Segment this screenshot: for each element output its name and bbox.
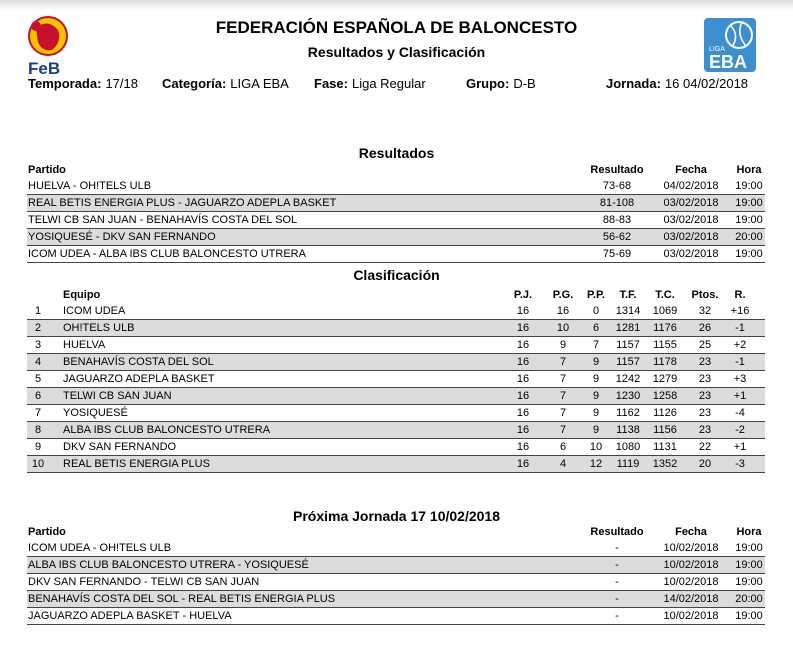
stat-ptos: 20 — [698, 458, 712, 470]
away-team: TELWI CB SAN JUAN — [150, 576, 260, 588]
top-shadow — [0, 0, 793, 10]
position: 6 — [34, 390, 42, 402]
match-result: - — [615, 593, 619, 605]
meta-categoria: Categoría: LIGA EBA — [162, 76, 289, 91]
stat-pj: 16 — [516, 390, 530, 402]
col-hora: Hora — [736, 164, 762, 176]
stat-tc: 1155 — [653, 339, 677, 351]
standing-row — [27, 371, 765, 388]
resultados-title: Resultados — [358, 145, 435, 161]
stat-ptos: 23 — [698, 390, 712, 402]
stat-pj: 16 — [516, 356, 530, 368]
match-row — [27, 246, 765, 263]
match-time: 19:00 — [735, 180, 763, 192]
match-teams: ALBA IBS CLUB BALONCESTO UTRERA - YOSIQUESÉ — [28, 559, 309, 571]
position: 2 — [34, 322, 42, 334]
stat-tf: 1080 — [615, 441, 641, 453]
match-result: 73-68 — [602, 180, 632, 192]
match-date: 03/02/2018 — [663, 214, 719, 226]
stat-pg: 10 — [556, 322, 570, 334]
stat-pj: 16 — [516, 373, 530, 385]
stat-tc: 1069 — [652, 305, 678, 317]
stat-tf: 1281 — [615, 322, 641, 334]
match-row — [27, 557, 765, 574]
stat-pg: 9 — [559, 339, 567, 351]
meta-temporada: Temporada: 17/18 — [28, 76, 138, 91]
match-date: 03/02/2018 — [663, 231, 719, 243]
meta-jornada: Jornada: 16 04/02/2018 — [606, 76, 749, 91]
stat-pp: 9 — [592, 390, 600, 402]
stat-tf: 1242 — [615, 373, 641, 385]
stat-r: -2 — [735, 424, 745, 436]
match-result: - — [615, 610, 619, 622]
stat-pp: 9 — [592, 424, 600, 436]
stat-tc: 1131 — [653, 441, 677, 453]
position: 7 — [34, 407, 42, 419]
match-time: 19:00 — [735, 248, 763, 260]
stat-pp: 10 — [589, 441, 603, 453]
proxima-table — [27, 525, 765, 625]
stat-r: +1 — [733, 441, 747, 453]
stat-ptos: 32 — [698, 305, 712, 317]
team-name: BENAHAVÍS COSTA DEL SOL — [63, 356, 214, 368]
match-teams: DKV SAN FERNANDO - TELWI CB SAN JUAN — [28, 576, 260, 588]
home-team: REAL BETIS ENERGIA PLUS — [28, 197, 175, 209]
stat-pg: 7 — [559, 424, 567, 436]
away-team: HUELVA — [189, 610, 232, 622]
match-teams: REAL BETIS ENERGIA PLUS - JAGUARZO ADEPLA BASKET — [28, 197, 337, 209]
stat-r: -4 — [735, 407, 745, 419]
col-fecha: Fecha — [675, 526, 707, 538]
stat-tc: 1156 — [653, 424, 677, 436]
clasificacion-title: Clasificación — [353, 267, 440, 283]
stat-tc: 1178 — [653, 356, 677, 368]
stat-pj: 16 — [516, 424, 530, 436]
stat-tc: 1126 — [653, 407, 677, 419]
match-teams: ICOM UDEA - OH!TELS ULB — [28, 542, 172, 554]
stat-pg: 6 — [559, 441, 567, 453]
standing-row — [27, 456, 765, 473]
match-result: 81-108 — [599, 197, 635, 209]
standing-row — [27, 354, 765, 371]
col-equipo: Equipo — [63, 289, 101, 301]
stat-pg: 7 — [559, 373, 567, 385]
match-row — [27, 212, 765, 229]
stat-r: +1 — [733, 390, 747, 402]
team-name: DKV SAN FERNANDO — [63, 441, 177, 453]
col-pg: P.G. — [552, 289, 574, 301]
team-name: JAGUARZO ADEPLA BASKET — [63, 373, 215, 385]
team-name: OH!TELS ULB — [63, 322, 135, 334]
team-name: TELWI CB SAN JUAN — [63, 390, 172, 402]
page-subtitle: Resultados y Clasificación — [307, 44, 486, 60]
standing-row — [27, 405, 765, 422]
home-team: DKV SAN FERNANDO — [28, 576, 142, 588]
team-name: YOSIQUESÉ — [63, 407, 128, 419]
standing-row — [27, 388, 765, 405]
stat-tf: 1157 — [616, 339, 640, 351]
stat-pg: 7 — [559, 356, 567, 368]
meta-fase: Fase: Liga Regular — [314, 76, 426, 91]
stat-tf: 1157 — [616, 356, 640, 368]
match-date: 10/02/2018 — [663, 559, 719, 571]
team-name: ICOM UDEA — [63, 305, 126, 317]
match-date: 14/02/2018 — [663, 593, 719, 605]
stat-r: -1 — [735, 356, 745, 368]
eba-logo-text: EBA — [709, 52, 748, 72]
position: 9 — [34, 441, 42, 453]
match-row — [27, 574, 765, 591]
match-row — [27, 229, 765, 246]
stat-tc: 1352 — [652, 458, 678, 470]
stat-pj: 16 — [516, 305, 530, 317]
stat-pg: 16 — [556, 305, 570, 317]
col-resultado: Resultado — [590, 526, 644, 538]
match-result: 56-62 — [602, 231, 632, 243]
col-resultado: Resultado — [590, 164, 644, 176]
stat-pj: 16 — [516, 339, 530, 351]
away-team: YOSIQUESÉ — [244, 559, 309, 571]
stat-ptos: 22 — [698, 441, 712, 453]
stat-pp: 12 — [589, 458, 603, 470]
away-team: OH!TELS ULB — [99, 542, 172, 554]
stat-tf: 1230 — [615, 390, 641, 402]
table-header — [27, 288, 765, 303]
match-teams: TELWI CB SAN JUAN - BENAHAVÍS COSTA DEL SOL — [28, 214, 298, 226]
table-header — [27, 525, 765, 540]
stat-tf: 1138 — [616, 424, 640, 436]
stat-r: +16 — [730, 305, 750, 317]
stat-r: +2 — [733, 339, 747, 351]
stat-pp: 0 — [592, 305, 600, 317]
match-row — [27, 608, 765, 625]
match-date: 03/02/2018 — [663, 197, 719, 209]
col-ptos: Ptos. — [691, 289, 719, 301]
stat-ptos: 23 — [698, 373, 712, 385]
away-team: DKV SAN FERNANDO — [102, 231, 216, 243]
away-team: REAL BETIS ENERGIA PLUS — [188, 593, 336, 605]
stat-pg: 4 — [559, 458, 567, 470]
home-team: TELWI CB SAN JUAN — [28, 214, 137, 226]
match-time: 19:00 — [735, 542, 763, 554]
resultados-table — [27, 163, 765, 263]
match-row — [27, 591, 765, 608]
match-result: - — [615, 576, 619, 588]
away-team: OH!TELS ULB — [79, 180, 152, 192]
stat-pg: 7 — [559, 390, 567, 402]
stat-tf: 1162 — [616, 407, 640, 419]
match-time: 20:00 — [735, 231, 763, 243]
standing-row — [27, 337, 765, 354]
stat-tc: 1258 — [652, 390, 678, 402]
table-header — [27, 163, 765, 178]
match-time: 19:00 — [735, 610, 763, 622]
col-partido: Partido — [28, 164, 66, 176]
match-result: 75-69 — [602, 248, 632, 260]
match-result: 88-83 — [602, 214, 632, 226]
match-date: 10/02/2018 — [663, 610, 719, 622]
stat-tf: 1119 — [616, 458, 640, 470]
match-date: 03/02/2018 — [663, 248, 719, 260]
match-result: - — [615, 542, 619, 554]
match-time: 19:00 — [735, 197, 763, 209]
col-tc: T.C. — [655, 289, 675, 301]
col-pp: P.P. — [587, 289, 605, 301]
position: 8 — [34, 424, 42, 436]
stat-tf: 1314 — [615, 305, 641, 317]
stat-r: -3 — [735, 458, 745, 470]
stat-pp: 9 — [592, 407, 600, 419]
clasificacion-table — [27, 288, 765, 473]
match-time: 19:00 — [735, 576, 763, 588]
stat-r: -1 — [735, 322, 745, 334]
stat-pj: 16 — [516, 458, 530, 470]
match-time: 19:00 — [735, 214, 763, 226]
stat-pj: 16 — [516, 322, 530, 334]
team-name: ALBA IBS CLUB BALONCESTO UTRERA — [63, 424, 271, 436]
standing-row — [27, 320, 765, 337]
standing-row — [27, 303, 765, 320]
col-tf: T.F. — [619, 289, 637, 301]
match-row — [27, 178, 765, 195]
match-teams: HUELVA - OH!TELS ULB — [28, 180, 152, 192]
page-title: FEDERACIÓN ESPAÑOLA DE BALONCESTO — [215, 18, 578, 37]
match-row — [27, 540, 765, 557]
home-team: ICOM UDEA — [28, 248, 90, 260]
away-team: JAGUARZO ADEPLA BASKET — [184, 197, 337, 209]
away-team: ALBA IBS CLUB BALONCESTO UTRERA — [98, 248, 306, 260]
stat-r: +3 — [733, 373, 747, 385]
col-fecha: Fecha — [675, 164, 707, 176]
match-date: 10/02/2018 — [663, 576, 719, 588]
match-row — [27, 195, 765, 212]
proxima-title: Próxima Jornada 17 10/02/2018 — [292, 508, 501, 524]
home-team: YOSIQUESÉ — [28, 231, 93, 243]
match-date: 04/02/2018 — [663, 180, 719, 192]
eba-logo-small: LIGA — [709, 46, 725, 53]
match-date: 10/02/2018 — [663, 542, 719, 554]
match-teams: BENAHAVÍS COSTA DEL SOL - REAL BETIS ENERGIA PLUS — [28, 593, 336, 605]
col-r: R. — [734, 289, 746, 301]
stat-ptos: 23 — [698, 424, 712, 436]
match-result: - — [615, 559, 619, 571]
col-hora: Hora — [736, 526, 762, 538]
stat-pp: 6 — [592, 322, 600, 334]
home-team: HUELVA — [28, 180, 70, 192]
position: 10 — [31, 458, 45, 470]
stat-pp: 9 — [592, 356, 600, 368]
meta-grupo: Grupo: D-B — [466, 76, 536, 91]
match-time: 19:00 — [735, 559, 763, 571]
standing-row — [27, 422, 765, 439]
away-team: BENAHAVÍS COSTA DEL SOL — [146, 214, 298, 226]
col-partido: Partido — [28, 526, 66, 538]
match-time: 20:00 — [735, 593, 763, 605]
position: 1 — [34, 305, 42, 317]
home-team: BENAHAVÍS COSTA DEL SOL — [28, 593, 179, 605]
stat-pg: 7 — [559, 407, 567, 419]
team-name: HUELVA — [63, 339, 106, 351]
match-teams: YOSIQUESÉ - DKV SAN FERNANDO — [28, 231, 216, 243]
stat-ptos: 23 — [698, 407, 712, 419]
team-name: REAL BETIS ENERGIA PLUS — [63, 458, 210, 470]
home-team: ICOM UDEA — [28, 542, 90, 554]
stat-pj: 16 — [516, 441, 530, 453]
position: 3 — [34, 339, 42, 351]
position: 4 — [34, 356, 42, 368]
home-team: JAGUARZO ADEPLA BASKET — [28, 610, 180, 622]
stat-tc: 1279 — [652, 373, 678, 385]
stat-pp: 7 — [592, 339, 600, 351]
stat-ptos: 25 — [698, 339, 712, 351]
standing-row — [27, 439, 765, 456]
col-pj: P.J. — [513, 289, 533, 301]
stat-tc: 1176 — [653, 322, 677, 334]
svg-text:FeB: FeB — [28, 59, 61, 78]
stat-ptos: 23 — [698, 356, 712, 368]
stat-ptos: 26 — [698, 322, 712, 334]
position: 5 — [34, 373, 42, 385]
stat-pp: 9 — [592, 373, 600, 385]
match-teams: ICOM UDEA - ALBA IBS CLUB BALONCESTO UTRERA — [28, 248, 306, 260]
home-team: ALBA IBS CLUB BALONCESTO UTRERA — [28, 559, 238, 571]
stat-pj: 16 — [516, 407, 530, 419]
match-teams: JAGUARZO ADEPLA BASKET - HUELVA — [28, 610, 232, 622]
